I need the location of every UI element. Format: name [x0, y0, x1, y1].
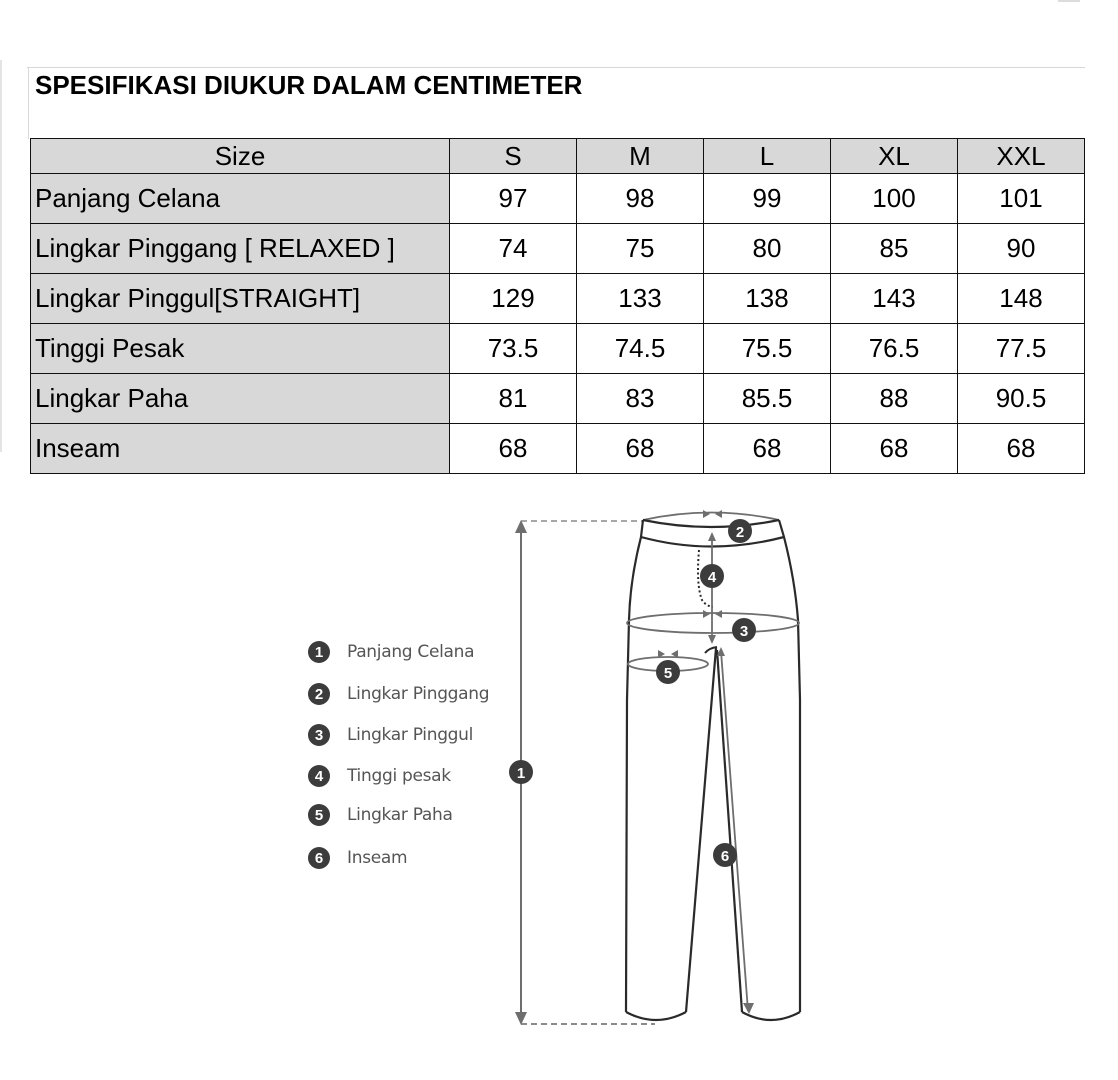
table-cell: 75.5: [704, 324, 831, 374]
legend-label: Lingkar Paha: [347, 805, 453, 825]
table-row: [31, 174, 1085, 224]
table-cell: 88: [831, 374, 958, 424]
table-cell: 85: [831, 224, 958, 274]
table-row: [31, 224, 1085, 274]
pants-outline: [626, 513, 800, 1021]
number-badge-icon: 3: [308, 724, 330, 746]
number-badge-icon: 5: [308, 804, 330, 826]
marker-4-icon: [700, 564, 724, 588]
table-cell: 101: [958, 174, 1085, 224]
legend-label: Lingkar Pinggang: [347, 684, 490, 704]
table-cell: 100: [831, 174, 958, 224]
svg-text:3: 3: [739, 623, 749, 640]
marker-6-icon: [713, 843, 737, 867]
row-label: Lingkar Pinggang [ RELAXED ]: [31, 224, 450, 274]
pants-measurement-diagram: [0, 480, 1118, 1080]
table-cell: 68: [704, 424, 831, 474]
table-cell: 68: [450, 424, 577, 474]
title-frame-top-border: [27, 67, 1085, 68]
table-row: [31, 424, 1085, 474]
header-xxl: XXL: [958, 139, 1085, 174]
table-cell: 74.5: [577, 324, 704, 374]
legend-label: Inseam: [347, 848, 408, 868]
table-cell: 143: [831, 274, 958, 324]
header-l: L: [704, 139, 831, 174]
table-cell: 148: [958, 274, 1085, 324]
marker-1-icon: [509, 760, 533, 784]
number-badge-icon: 2: [308, 683, 330, 705]
table-cell: 98: [577, 174, 704, 224]
table-cell: 90.5: [958, 374, 1085, 424]
header-s: S: [450, 139, 577, 174]
table-cell: 68: [577, 424, 704, 474]
number-badge-icon: 1: [308, 641, 330, 663]
table-cell: 97: [450, 174, 577, 224]
left-edge-divider: [0, 60, 2, 452]
number-badge-icon: 6: [308, 847, 330, 869]
table-cell: 68: [831, 424, 958, 474]
table-cell: 81: [450, 374, 577, 424]
dimension-line-length: [515, 520, 655, 1025]
table-cell: 83: [577, 374, 704, 424]
table-cell: 90: [958, 224, 1085, 274]
marker-5-icon: [656, 660, 680, 684]
marker-3-icon: [732, 618, 756, 642]
measurement-guides: [627, 536, 799, 1011]
table-cell: 85.5: [704, 374, 831, 424]
table-cell: 68: [958, 424, 1085, 474]
svg-text:6: 6: [720, 848, 730, 865]
legend-label: Panjang Celana: [347, 642, 475, 662]
table-header-row: [31, 139, 1085, 174]
svg-text:4: 4: [707, 569, 717, 586]
table-cell: 73.5: [450, 324, 577, 374]
table-cell: 99: [704, 174, 831, 224]
table-cell: 74: [450, 224, 577, 274]
row-label: Panjang Celana: [31, 174, 450, 224]
row-label: Lingkar Pinggul[STRAIGHT]: [31, 274, 450, 324]
table-cell: 76.5: [831, 324, 958, 374]
table-cell: 129: [450, 274, 577, 324]
header-xl: XL: [831, 139, 958, 174]
table-cell: 138: [704, 274, 831, 324]
svg-text:2: 2: [735, 524, 745, 541]
table-row: [31, 324, 1085, 374]
size-spec-table: [30, 138, 1085, 474]
row-label: Tinggi Pesak: [31, 324, 450, 374]
legend-label: Lingkar Pinggul: [347, 725, 474, 745]
header-size: Size: [31, 139, 450, 174]
svg-text:1: 1: [516, 765, 526, 782]
table-cell: 77.5: [958, 324, 1085, 374]
marker-2-icon: [728, 519, 752, 543]
page-title: SPESIFIKASI DIUKUR DALAM CENTIMETER: [35, 70, 583, 100]
svg-text:5: 5: [663, 665, 673, 682]
top-corner-mark: [1058, 0, 1080, 2]
title-frame-left-border: [28, 67, 29, 139]
table-row: [31, 374, 1085, 424]
table-cell: 133: [577, 274, 704, 324]
table-cell: 80: [704, 224, 831, 274]
legend-label: Tinggi pesak: [347, 766, 451, 786]
row-label: Lingkar Paha: [31, 374, 450, 424]
table-cell: 75: [577, 224, 704, 274]
number-badge-icon: 4: [308, 765, 330, 787]
row-label: Inseam: [31, 424, 450, 474]
table-row: [31, 274, 1085, 324]
header-m: M: [577, 139, 704, 174]
